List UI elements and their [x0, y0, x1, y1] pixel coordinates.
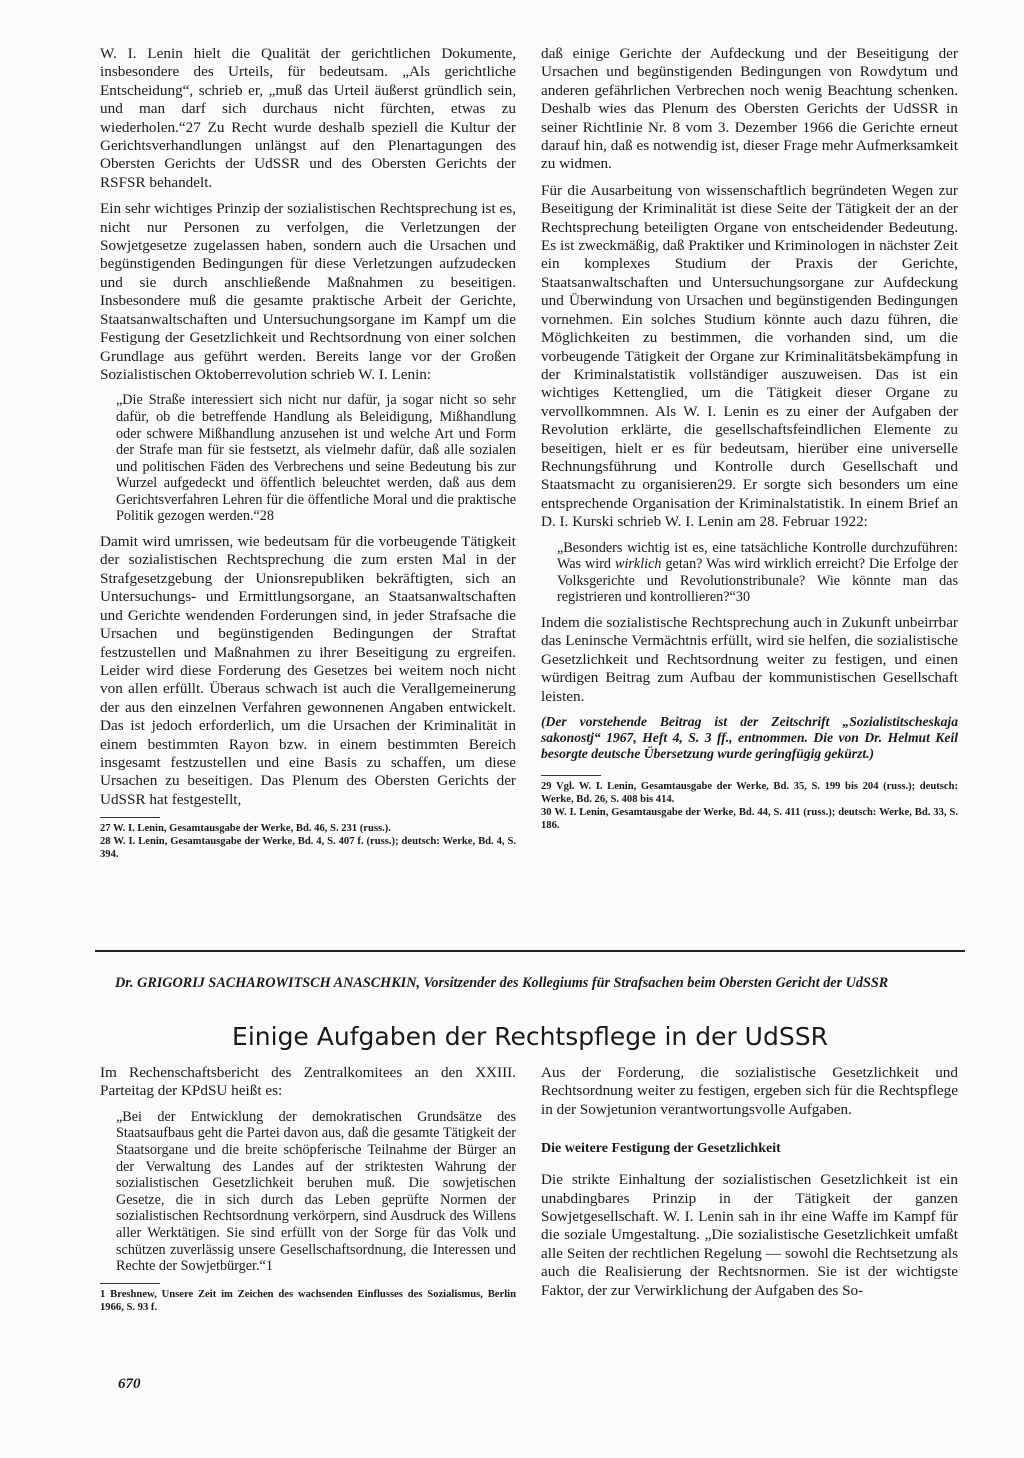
- editorial-note: (Der vorstehende Beitrag ist der Zeitschrift „Sozialistitscheskaja sakonostj“ 1967, Heft 4, S. 3 ff., entnommen. Die von Dr. Helmut Keil besorgte deutsche Übersetzung wurde geringfügig gekürzt.): [541, 713, 958, 762]
- block-quote: „Die Straße interessiert sich nicht nur dafür, ja sogar nicht so sehr dafür, ob die betreffende Handlung als Beleidigung, Mißhandlung oder schwere Mißhandlung anzusehen ist und welche Art und Form der Strafe man für sie festsetzt, als vielmehr dafür, daß alle sozialen und politischen Fäden des Verbrechens und seine Bedeutung bis zur Wurzel aufgedeckt und öffentlich beleuchtet werden, daß aus dem Gerichtsverfahren Lehren für die öffentliche Moral und die praktische Politik gezogen werden.“28: [116, 392, 516, 525]
- footnote-rule: [541, 775, 601, 776]
- paragraph: Im Rechenschaftsbericht des Zentralkomitees an den XXIII. Parteitag der KPdSU heißt es:: [100, 1064, 516, 1100]
- footnote-27: 27 W. I. Lenin, Gesamtausgabe der Werke, Bd. 46, S. 231 (russ.).: [100, 823, 391, 835]
- paragraph: Für die Ausarbeitung von wissenschaftlich begründeten Wegen zur Beseitigung der Kriminalität ist diese Seite der Tätigkeit der an der Rechtsprechung beteiligten Organe von entscheidender Bedeutung. Es ist zweckmäßig, daß Praktiker und Kriminologen in nächster Zeit ein komplexes Studium der Praxis der Gerichte, Staatsanwaltschaften und Untersuchungsorgane zur Aufdeckung und Überwindung von Ursachen und begünstigenden Bedingungen vornehmen. Ein solches Studium könnte auch dazu führen, die Möglichkeiten zu bestimmen, die vorhanden sind, um die vorbeugende Tätigkeit der Organe zur Kriminalitätsbekämpfung in der Kriminalstatistik vollständiger auszuweisen. Das ist ein wichtiges Kettenglied, um die Tätigkeit dieser Organe zu vervollkommnen. Als W. I. Lenin es zu einer der Aufgaben der Revolution erklärte, die gesellschaftsfeindlichen Elemente zu beseitigen, hielt er es für bedeutsam, hierüber eine universelle Rechnungsführung und Kontrolle durch Gesellschaft und Staatsmacht zu organisieren29. Er sorgte sich besonders um eine entsprechende Organisation der Kriminalstatistik. In einem Brief an D. I. Kurski schrieb W. I. Lenin am 28. Februar 1922:: [541, 181, 958, 531]
- right-column-top: [541, 45, 958, 832]
- footnote-rule: [100, 1283, 160, 1284]
- article-title: Einige Aufgaben der Rechtspflege in der UdSSR: [232, 1022, 828, 1051]
- paragraph: Ein sehr wichtiges Prinzip der sozialistischen Rechtsprechung ist es, nicht nur Personen zu verfolgen, die Verletzungen der Sowjetgesetze zugelassen haben, sondern auch die Ursachen und begünstigenden Bedingungen für diese Verletzungen aufzudecken und sie durch anschließende Maßnahmen zu beseitigen. Insbesondere muß die gesamte praktische Arbeit der Gerichte, Staatsanwaltschaften und Untersuchungsorgane im Kampf um die Festigung der Gesetzlichkeit und Rechtsordnung von einer solchen Grundlage aus geführt werden. Bereits lange vor der Großen Sozialistischen Oktoberrevolution schrieb W. I. Lenin:: [100, 200, 516, 383]
- footnote-1: 1 Breshnew, Unsere Zeit im Zeichen des wachsenden Einflusses des Sozialismus, Berlin 1966, S. 93 f.: [100, 1288, 516, 1313]
- block-quote: „Bei der Entwicklung der demokratischen Grundsätze des Staatsaufbaus geht die Partei davon aus, daß die gesamte Tätigkeit der Staatsorgane und die breite schöpferische Teilnahme der Bürger an der Verwaltung des Landes auf der striktesten Wahrung der sozialistischen Gesetzlichkeit beruhen muß. Die sowjetischen Gesetze, die in sich durch das Leben geprüfte Normen der sozialistischen Rechtsordnung verkörpern, sind Ausdruck des Willens aller Werktätigen. Sie sind erfüllt von der Sorge für das Volk und schützen zuverlässig unsere Gesellschaftsordnung, die Interessen und Rechte der Sowjetbürger.“1: [116, 1108, 516, 1275]
- right-column-bottom: [541, 1064, 958, 1308]
- footnote-30: 30 W. I. Lenin, Gesamtausgabe der Werke, Bd. 44, S. 411 (russ.); deutsch: Werke, Bd. 33, S. 186.: [541, 806, 958, 831]
- footnote-29: 29 Vgl. W. I. Lenin, Gesamtausgabe der Werke, Bd. 35, S. 199 bis 204 (russ.); deutsch: Werke, Bd. 26, S. 408 bis 414.: [541, 780, 958, 805]
- paragraph: Damit wird umrissen, wie bedeutsam für die vorbeugende Tätigkeit der sozialistischen Rechtsprechung die zum ersten Mal in der Strafgesetzgebung der Unionsrepubliken bekräftigten, sich an Untersuchungs- und Ermittlungsorgane, an Staatsanwaltschaften und Gerichte wendenden Forderungen sind, in jeder Strafsache die Ursachen und begünstigenden Bedingungen der Straftat festzustellen und Maßnahmen zu ihrer Beseitigung zu ergreifen. Leider wird diese Forderung des Gesetzes bei weitem noch nicht von allen erfüllt. Überaus schwach ist auch die Verallgemeinerung der aus den einzelnen Verfahren gewonnenen Angaben entwickelt. Das ist jedoch erforderlich, um die Ursachen der Kriminalität in einem bestimmten Rayon bzw. in einem bestimmten Bereich insgesamt festzustellen und eine Basis zu schaffen, um diese Ursachen zu beseitigen. Das Plenum des Obersten Gerichts der UdSSR hat festgestellt,: [100, 533, 516, 808]
- footnote-28: 28 W. I. Lenin, Gesamtausgabe der Werke, Bd. 4, S. 407 f. (russ.); deutsch: Werke, Bd. 4, S. 394.: [100, 836, 516, 861]
- paragraph: W. I. Lenin hielt die Qualität der gerichtlichen Dokumente, insbesondere des Urteils, für bedeutsam. „Als gerichtliche Entscheidung“, schrieb er, „muß das Urteil äußerst gründlich sein, und man darf sich durchaus nicht fürchten, etwas zu wiederholen.“27 Zu Recht wurde deshalb speziell die Kultur der Gerichtsverhandlungen unlängst auf den Plenartagungen des Obersten Gerichts der UdSSR und des Obersten Gerichts der RSFSR behandelt.: [100, 45, 516, 191]
- left-column-bottom: [100, 1064, 516, 1314]
- section-heading: Die weitere Festigung der Gesetzlichkeit: [541, 1141, 781, 1157]
- block-quote: „Besonders wichtig ist es, eine tatsächliche Kontrolle durchzuführen: Was wird wirklich getan? Was wird wirklich erreicht? Die Erfolge der Volksgerichte und Revolutionstribunale? Wie könnte man das registrieren und kontrollieren?“30: [557, 539, 958, 606]
- paragraph: Aus der Forderung, die sozialistische Gesetzlichkeit und Rechtsordnung weiter zu festigen, ergeben sich für die Rechtspflege in der Sowjetunion verantwortungsvolle Aufgaben.: [541, 1064, 958, 1118]
- footnote-rule: [100, 817, 160, 818]
- section-divider: [95, 950, 965, 952]
- page-number: 670: [118, 1376, 141, 1392]
- left-column-top: [100, 45, 516, 861]
- paragraph: Die strikte Einhaltung der sozialistischen Gesetzlichkeit ist ein unabdingbares Prinzip in der Tätigkeit der ganzen Sowjetgesellschaft. W. I. Lenin sah in ihr eine Waffe im Kampf für die soziale Umgestaltung. „Die sozialistische Gesetzlichkeit umfaßt alle Seiten der rechtlichen Regelung — sowohl die Rechtsetzung als auch die Realisierung der Rechtsnormen. Sie ist der wichtigste Faktor, der zur Verwirklichung der Aufgaben des So-: [541, 1171, 958, 1299]
- author-byline: Dr. GRIGORIJ SACHAROWITSCH ANASCHKIN, Vorsitzender des Kollegiums für Strafsachen beim Obersten Gericht der UdSSR: [115, 975, 889, 991]
- paragraph: Indem die sozialistische Rechtsprechung auch in Zukunft unbeirrbar das Leninsche Vermächtnis erfüllt, wird sie helfen, die sozialistische Gesetzlichkeit und Rechtsordnung weiter zu festigen, und einen würdigen Beitrag zum Aufbau der kommunistischen Gesellschaft leisten.: [541, 613, 958, 705]
- paragraph: daß einige Gerichte der Aufdeckung und der Beseitigung der Ursachen und begünstigenden Bedingungen von Rowdytum und anderen gefährlichen Verbrechen noch wenig Beachtung schenken. Deshalb wies das Plenum des Obersten Gerichts der UdSSR in seiner Richtlinie Nr. 8 vom 3. Dezember 1966 die Gerichte erneut darauf hin, daß es notwendig ist, dieser Frage mehr Aufmerksamkeit zu widmen.: [541, 45, 958, 173]
